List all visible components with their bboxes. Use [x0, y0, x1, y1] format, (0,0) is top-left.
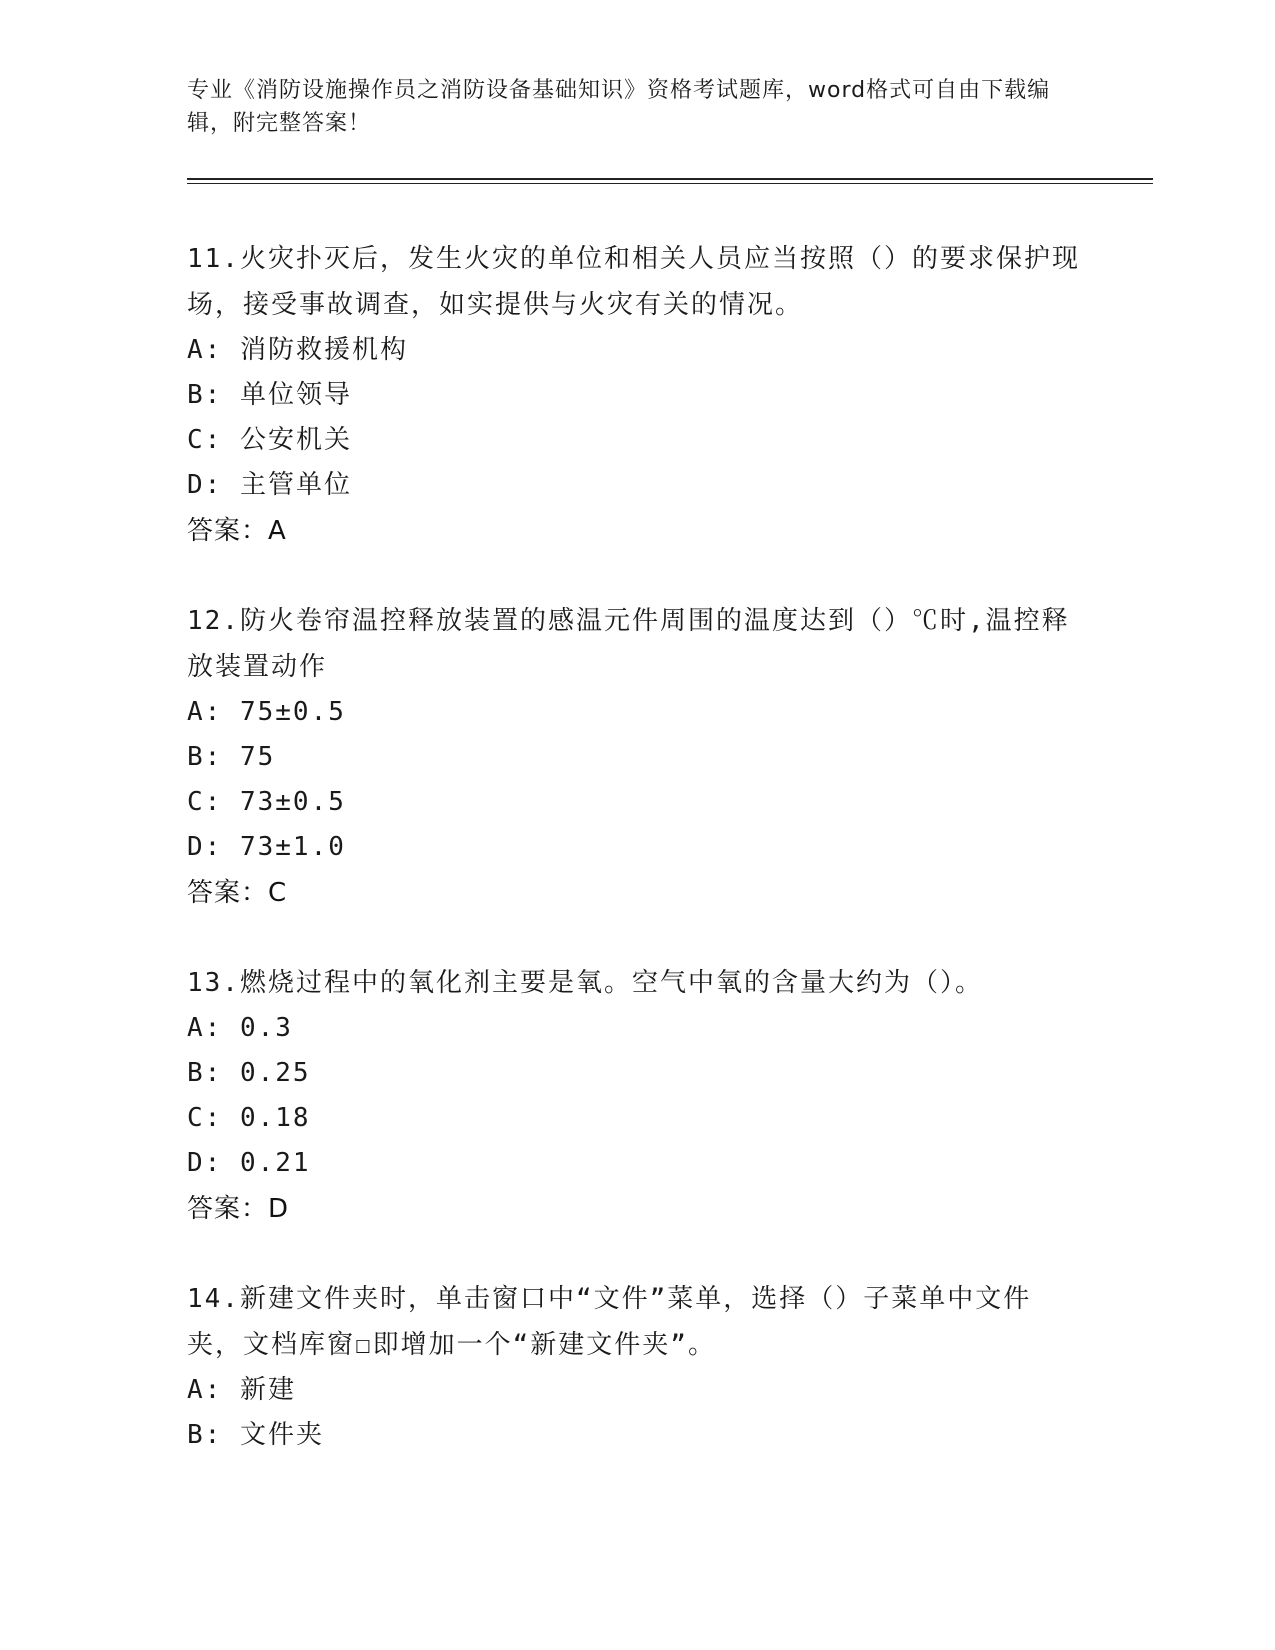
option-a: A: 消防救援机构	[187, 335, 408, 365]
document-intro: 专业《消防设施操作员之消防设备基础知识》资格考试题库，word格式可自由下载编辑，附完整答案！	[187, 78, 1051, 136]
question-stem: 14.新建文件夹时，单击窗口中“文件”菜单，选择（）子菜单中文件夹，文档库窗☐即增加一个“新建文件夹”。	[187, 1284, 1032, 1360]
option-d: D: 0.21	[187, 1148, 311, 1178]
option-b: B: 0.25	[187, 1058, 311, 1088]
option-c: C: 0.18	[187, 1103, 311, 1133]
option-b: B: 单位领导	[187, 380, 352, 410]
option-a: A: 75±0.5	[187, 697, 346, 727]
answer-line: 答案：A	[187, 516, 287, 546]
question-13	[187, 960, 1087, 1232]
option-a: A: 0.3	[187, 1013, 293, 1043]
option-b: B: 75	[187, 742, 276, 772]
answer-line: 答案：C	[187, 878, 288, 908]
question-stem: 11.火灾扑灭后，发生火灾的单位和相关人员应当按照（）的要求保护现场，接受事故调查，如实提供与火灾有关的情况。	[187, 244, 1080, 320]
option-b: B: 文件夹	[187, 1420, 324, 1450]
question-12	[187, 598, 1087, 916]
header-divider-top	[187, 178, 1153, 180]
question-stem: 12.防火卷帘温控释放装置的感温元件周围的温度达到（）℃时,温控释放装置动作	[187, 606, 1070, 682]
header-divider-bottom	[187, 183, 1153, 184]
option-d: D: 73±1.0	[187, 832, 346, 862]
option-d: D: 主管单位	[187, 470, 352, 500]
option-c: C: 公安机关	[187, 425, 352, 455]
question-list	[187, 236, 1087, 1502]
option-a: A: 新建	[187, 1375, 296, 1405]
answer-line: 答案：D	[187, 1194, 290, 1224]
question-14	[187, 1276, 1087, 1458]
question-11	[187, 236, 1087, 554]
question-stem: 13.燃烧过程中的氧化剂主要是氧。空气中氧的含量大约为（）。	[187, 968, 983, 998]
option-c: C: 73±0.5	[187, 787, 346, 817]
